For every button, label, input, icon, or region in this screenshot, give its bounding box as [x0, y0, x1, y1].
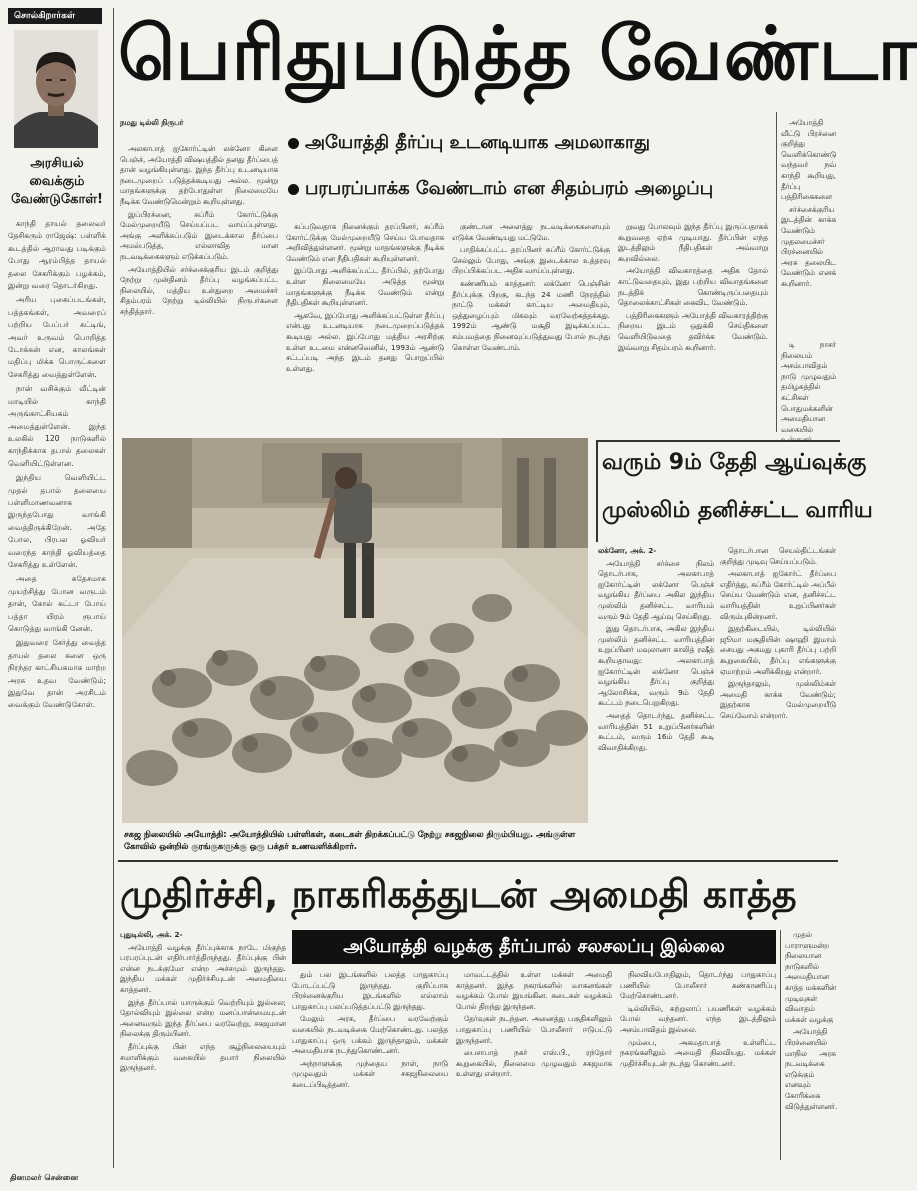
- story2-col1: [598, 546, 714, 858]
- columnist-title: அரசியல் வைக்கும் வேண்டுகோள்!: [11, 156, 103, 207]
- story3-col2: [292, 970, 448, 1160]
- photo-caption: [124, 828, 590, 852]
- story1-paragraph: பாதிக்கப்பட்ட தரப்பினர் சுப்ரீம் கோர்ட்டுக்கு செல்லும் போது, அங்கு இடைக்கால உத்தரவு பிறப்பிக்கப்பட அதிக வாய்ப்புள்ளது.: [452, 245, 610, 276]
- story1-paragraph: அயோத்தி விவகாரத்தை அதிக தோல் காட்டுவதையும், இது பற்றிய விவாதங்களை நடத்திக் கொண்டிருப்பதையும் தொலைக்காட்சிகள் கைவிட வேண்டும்.: [618, 266, 768, 308]
- story3-paragraph: அந்நாளுக்கு முந்தைய நாள், நாடு முழுவதும் மக்கள் சகஜநிலையை கடைப்பிடித்தனர்.: [292, 1058, 448, 1089]
- story3-paragraph: மேலும் அரசு, தீர்ப்பை வரவேற்கும் வகையில் நடவடிக்கை மேற்கொண்டது. பலத்த பாதுகாப்பு ஒரு பக்கம் இருந்தாலும், மக்கள் அமைதியாக நடந்துகொண்டனர்.: [292, 1014, 448, 1056]
- story1-subhead-2: [288, 176, 778, 202]
- story3-paragraph: மும்பை, அகமதாபாத் உள்ளிட்ட நகரங்களிலும் அமைதி நிலவியது. மக்கள் முதிர்ச்சியுடன் நடந்து கொண்டனர்.: [620, 1037, 776, 1068]
- columnist-paragraph: அதை சுதேசமாக முயற்சித்து போன வருடம் தான், கோல் கட்டா போய் பத்தா யிரம் ரூபாய் கொடுத்து வாங்கி னேன்.: [8, 574, 106, 633]
- right-strip-paragraph: முதல் பாராளுமன்ற நிலையான நாடுகளில் அமைதியான காத்த மக்களின் முடிவுகள் விவாதம் மக்கள் வழக்கு: [785, 930, 836, 1024]
- story3-paragraph: அயோத்தி வழக்கு தீர்ப்புக்காக நாடே மிகுந்த பரபரப்புடன் எதிர்பார்த்திருந்தது. தீர்ப்புக்கு பின் என்ன நடக்குமோ என்ற அச்சமும் இருந்தது. இந்திய மக்கள் முதிர்ச்சியுடன் அமைதியை காத்தனர்.: [120, 942, 286, 994]
- story3-paragraph: தேர்வுகள் நடந்தன. அனைத்து பகுதிகளிலும் பாதுகாப்பு பணியில் போலீசார் ஈடுபட்டு இருந்தனர்.: [456, 1014, 612, 1045]
- story1-col2: [286, 222, 444, 432]
- story1-paragraph: கப்படுவதாக நினைக்கும் தரப்பினர், சுப்ரீம் கோர்ட்டுக்கு மேல்முறையீடு செய்ய போவதாக அறிவித்துள்ளனர். மூன்று மாதங்களுக்கு நீடிக்க வேண்டும் என நீதிபதிகள் கூறியுள்ளனர்.: [286, 222, 444, 263]
- story3-paragraph: தும் பல இடங்களில் பலத்த பாதுகாப்பு போடப்பட்டு இருந்தது. குறிப்பாக பிரச்னைக்குரிய இடங்களில் எல்லாம் பாதுகாப்பு பலப்படுத்தப்பட்டு இருந்தது.: [292, 970, 448, 1011]
- story1-paragraph: ஆகவே, இப்போது அளிக்கப்பட்டுள்ள தீர்ப்பு என்பது உடனடியாக நடைமுறைப்படுத்தக் கூடியது அல்ல. இப்போது மத்திய அரசிற்கு உள்ள உடமை என்னவெனில், 1993ம் ஆண்டு சட்டப்படி அந்த இடம் தனது பொறுப்பில் உள்ளது.: [286, 310, 444, 373]
- right-strip-paragraph: சர்ச்சைக்குரிய இடத்தின் காக்க வேண்டும் முதலமைச்சர் பிரச்னையில் அரசு தலையிட வேண்டும் எனக் கூறினார்.: [781, 204, 836, 288]
- story3-paragraph: டில்லியில், சுற்றுலாப் பயணிகள் வழக்கம் போல் வந்தனர். எந்த இடத்திலும் அசம்பாவிதம் இல்லை.: [620, 1003, 776, 1034]
- story3-col3: [456, 970, 612, 1160]
- right-strip-paragraph: டி நாசர் நிலையம் அசம்பாவிதம் நாடு முழுவதும் தமிழகத்தில் கட்சிகள் பொதுமக்களின் அமைதியான வகையில் உள்ளனர்.: [781, 340, 836, 445]
- columnist-body: [8, 218, 106, 1153]
- story1-paragraph: பத்திரிகைகளும் அயோத்தி விவகாரத்திற்கு நிறைய இடம் ஒதுக்கி செய்திகளை வெளியிடுவதை தவிர்க்க வேண்டும். இவ்வாறு சிதம்பரம் கூறினார்.: [618, 310, 768, 352]
- story2-paragraph: அதைத் தொடர்ந்து, தனிச்சட்ட வாரியத்தின் 51 உறுப்பினர்களின் கூட்டம், வரும் 16ம் தேதி கூடி விவாதிக்கிறது.: [598, 710, 714, 752]
- story3-subhead-box: அயோத்தி வழக்கு தீர்ப்பால் சலசலப்பு இல்லை: [292, 930, 776, 964]
- story3-dateline: புதுடில்லி, அக். 2-: [120, 930, 183, 939]
- columnist-paragraph: நான் வசிக்கும் வீட்டின் மாடியில் காந்தி அருங்காட்சியகம் அமைத்துள்ளேன். இந்த உலகில் 120 நாடுகளில் காந்திக்காக தபால் தலைகள் வெளியிட்டுள்ளன.: [8, 384, 106, 468]
- story1-paragraph: இப்பிரச்னை, சுப்ரீம் கோர்ட்டுக்கு மேல்முறையீடு செய்யப்பட வாய்ப்புள்ளது. அங்கு அளிக்கப்படும் இடைக்கால தீர்ப்பை அமல்படுத்த, எல்லாவித மான நடவடிக்கைகளும் எடுக்கப்படும்.: [120, 209, 278, 261]
- story3-paragraph: பைசாபாத் நகர் எஸ்.பி., ரந்தோர் கூறுகையில், நிலைமை முழுவதும் சகஜமாக உள்ளது என்றார்.: [456, 1048, 612, 1079]
- story1-dateline: நமது டில்லி நிருபர்: [120, 118, 184, 127]
- story1-paragraph: குண்டான அளைத்து நடவடிக்கைகளையும் எடுக்க வேண்டியது மட்டுமே.: [452, 222, 610, 242]
- story3-paragraph: நிலவியபோதிலும், தொடர்ந்து பாதுகாப்பு பணியில் போலீசார் கண்காணிப்பு மேற்கொண்டனர்.: [620, 970, 776, 1001]
- bullet-icon: [288, 184, 299, 195]
- footer-text: தினமலர் சென்னை: [10, 1173, 79, 1182]
- story1-paragraph: அயோத்தியில் சர்ச்சைக்குரிய இடம் குறித்து நேற்று முன்தினம் தீர்ப்பு வழங்கப்பட்ட நிலையில், மத்திய உள்துறை அமைச்சர் சிதம்பரம் நேற்று டில்லியில் நிருபர்களை சந்தித்தார்.: [120, 264, 278, 316]
- story3-paragraph: இந்த தீர்ப்பால் யாருக்கும் வெற்றியும் இல்லை; தோல்வியும் இல்லை என்ற மனப்பான்மையுடன் அனைவரும் இந்த தீர்ப்பை வரவேற்று, சகஜமான நிலைக்கு திரும்பினர்.: [120, 997, 286, 1039]
- story2-col2: [720, 546, 836, 858]
- story3-paragraph: தீர்ப்புக்கு பின் எந்த சூழ்நிலையையும் சமாளிக்கும் வகையில் தயார் நிலையில் இருந்தனர்.: [120, 1041, 286, 1073]
- story2-paragraph: இது தொடர்பாக, அகில இந்திய முஸ்லிம் தனிச்சட்ட வாரியத்தின் உறுப்பினர் மவுலானா காலித் ரஷீத் கூறியதாவது: அலகாபாத் ஐகோர்ட்டின் லக்னோ பெஞ்ச் வழங்கிய தீர்ப்பு குறித்து ஆலோசிக்க, வரும் 9ம் தேதி கூட்டம் நடைபெறுகிறது.: [598, 624, 714, 708]
- story2-headline-1: வரும் 9ம் தேதி ஆய்வுக்கு: [602, 450, 867, 475]
- story2-paragraph: தொடர்பான செயல்திட்டங்கள் குறித்து முடிவு செய்யப்படும்.: [720, 546, 836, 566]
- story3-col1: [120, 930, 286, 1160]
- story2-paragraph: அயோத்தி சர்ச்சை நிலம் தொடர்பாக, அலகாபாத் ஐகோர்ட்டின் லக்னோ பெஞ்ச் வழங்கிய தீர்ப்பை அகில இந்திய முஸ்லிம் தனிச்சட்ட வாரியம் வரும் 9ம் தேதி ஆய்வு செய்கிறது.: [598, 558, 714, 621]
- story2-paragraph: அலகாபாத் ஐகோர்ட் தீர்ப்பை எதிர்த்து, சுப்ரீம் கோர்ட்டில் அப்பீல் செய்ய வேண்டும் என, தனிச்சட்ட வாரியத்தின் உறுப்பினர்கள் விரும்புகின்றனர்.: [720, 569, 836, 621]
- story1-paragraph: கண்ணியம் காத்தனர்: லக்னோ பெஞ்சின் தீர்ப்புக்கு பிறகு, கடந்த 24 மணி நேரத்தில் நாட்டு மக்கள் காட்டிய அமைதியும், ஒத்துழைப்பும் மிகவும் வரவேற்கத்தக்கது. 1992ம் ஆண்டு மசூதி இடிக்கப்பட்ட சம்பவத்தை நினைவுப்படுத்துவது போல் நடந்து கொள்ள வேண்டாம்.: [452, 278, 610, 352]
- story1-col3: [452, 222, 610, 432]
- story2-dateline: லக்னோ, அக். 2-: [598, 546, 657, 555]
- story3-col4: [620, 970, 776, 1160]
- columnist-paragraph: அரிய புகைப்படங்கள், பத்தகங்கள், அவரைப் பற்றிய பேப்பர் கட்டிங், அவர் உருவம் பொறித்த டோக்கன் என, காலங்கள் மதிப்பு மிக்க பொருட்களை சேகரித்து வைத்துள்ளேன்.: [8, 295, 106, 379]
- right-strip-divider-lower: [780, 930, 781, 1160]
- columnist-paragraph: இந்திய வெளியிட்ட முதல் தபால் தலையை பள்ளிமாணவனாக இருந்தபோது வாங்கி வைத்திருக்கிறேன். அதே போல, பிரபல ஓவியர் வரைந்த காந்தி ஓவியத்தை சேகரித்து உள்ளேன்.: [8, 473, 106, 569]
- right-strip-paragraph: அயோத்தி வீட்டு பிரச்னை குறித்து வெளிக்கொண்டு வந்தவர் நவ் காந்தி கூறியது, தீர்ப்பு பத்திரிகைகளை: [781, 118, 837, 202]
- right-strip-bottom: [785, 930, 836, 1160]
- right-strip-paragraph: அயோத்தி பிரச்னையில் மாநில அரசு நடவடிக்கை எடுக்கும் எனவும் கோரிக்கை விடுத்துள்ளனர்.: [785, 1027, 838, 1111]
- right-strip-mid: [781, 340, 836, 445]
- photo-caption-text: அயோத்தியில் பள்ளிகள், கடைகள் திறக்கப்பட்டு நேற்று சகஜநிலை திரும்பியது. அங்குள்ள கோவில் ஒன்றில் குரங்குகளுக்கு ஒரு பக்தர் உணவளிக்கிறார்.: [124, 829, 576, 851]
- story3-paragraph: மாவட்டத்தில் உள்ள மக்கள் அமைதி காத்தனர். இந்த நகரங்களில் வாகனங்கள் வழக்கம் போல் இயங்கின. கடைகள் வழக்கம் போல் திறந்து இருந்தன.: [456, 970, 612, 1011]
- story1-subhead-1: [288, 130, 768, 156]
- photo-caption-bold: சகஜ நிலையில் அயோத்தி:: [124, 829, 227, 839]
- columnist-paragraph: இதுவரை சேர்த்து வைத்த தாயல் தலை களை ஒரு நிரந்தர காட்சியகமாக மாற்ற அரசு உதவ வேண்டும்; இதுவே தான் அரசிடம் வைக்கும் வேண்டுகோள்.: [8, 638, 106, 710]
- columnist-label: சொல்கிறார்கள்: [8, 8, 102, 24]
- main-headline: பெரிதுபடுத்த வேண்டா: [118, 11, 917, 97]
- story1-col1: [120, 132, 278, 432]
- story2-headline-2: முஸ்லிம் தனிச்சட்ட வாரிய: [602, 498, 873, 523]
- bullet-icon: [288, 138, 299, 149]
- columnist-paragraph: காந்தி தாயல் தலைவர் தேசிகரும் ராஜேஷ்: பள்ளிக் கூடத்தில் ஆராவது படிக்கும் போது ஆரம்பித்த தாயல் தலை சேகரிக்கும் பழக்கம், இன்று வரை தொடர்கிறது.: [8, 219, 106, 291]
- story1-paragraph: இப்போது அளிக்கப்பட்ட தீர்ப்பில், தற்போது உள்ள நிலைமையே அடுத்த மூன்று மாதங்களுக்கு நீடிக்க வேண்டும் என்று நீதிபதிகள் கூறியுள்ளனர்.: [286, 266, 444, 308]
- story1-paragraph: அலகாபாத் ஐகோர்ட்டின் லக்னோ கிளை பெஞ்ச், அயோத்தி விஷயத்தில் தனது தீர்ப்பைத் தான் வழங்கியுள்ளது. இந்த தீர்ப்பு உடனடியாக நடைமுறைப் படுத்தக்கூடியது அல்ல. மூன்று மாதங்களுக்கு தற்போதுள்ள நிலைமையே நீடிக்க வேண்டுமென்றும் கூறியுள்ளது.: [120, 144, 278, 206]
- story1-paragraph: றுவது போலவும் இந்த தீர்ப்பு இருப்பதாகக் கூறுவதை ஏற்க முடியாது. தீர்ப்பின் எந்த இடத்திலும் நீதிபதிகள் அவ்வாறு கூறவில்லை.: [618, 222, 768, 263]
- story2-paragraph: இதற்கிடையில், டில்லியில் ஜூமா மசூதியின் ஷாஹி இமாம் சையது அகமது புகாரி தீர்ப்பு பற்றி கூறுகையில், தீர்ப்பு எங்களுக்கு ஏமாற்றம் அளிக்கிறது என்றார்.: [720, 624, 836, 676]
- story1-col4: [618, 222, 768, 432]
- story3-top-rule: [118, 860, 838, 862]
- left-column-divider: [113, 8, 114, 1168]
- columnist-photo: [14, 30, 98, 148]
- story3-headline: முதிர்ச்சி, நாகரிகத்துடன் அமைதி காத்த: [120, 872, 797, 916]
- right-strip-divider: [776, 112, 777, 432]
- monkeys-photo: [122, 438, 588, 823]
- story1-subhead-1-text: அயோத்தி தீர்ப்பு உடனடியாக அமலாகாது: [305, 132, 650, 153]
- story2-paragraph: இருந்தாலும், முஸ்லிம்கள் அமைதி காக்க வேண்டும்; இதற்காக மேல்முறையீடு செய்வோம் என்றார்.: [720, 679, 836, 720]
- story1-subhead-2-text: பரபரப்பாக்க வேண்டாம் என சிதம்பரம் அழைப்பு: [305, 178, 714, 199]
